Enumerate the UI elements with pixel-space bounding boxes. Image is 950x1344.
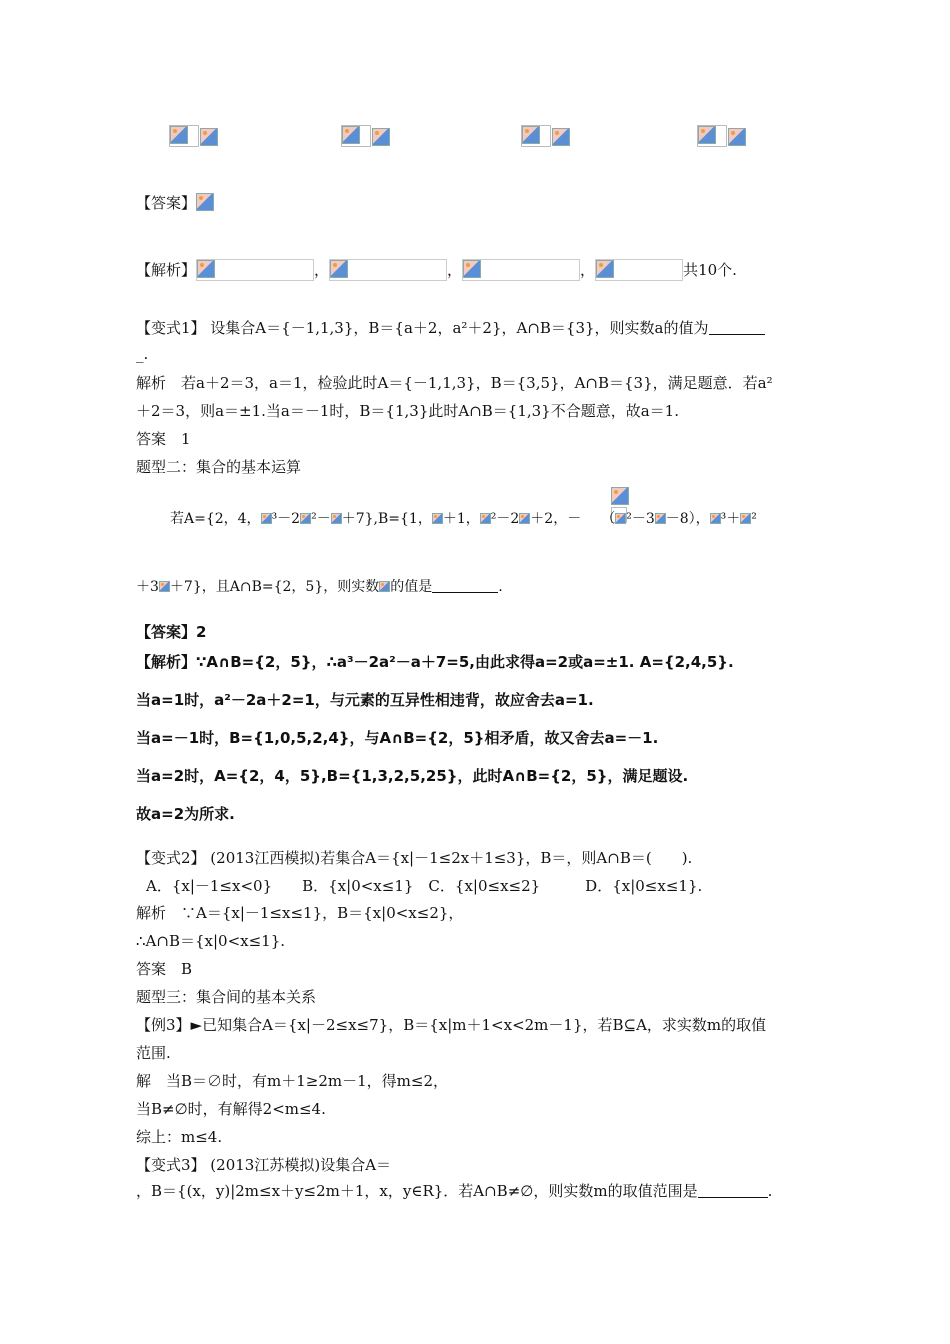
- solution-line: 当a=1时，a²－2a＋2=1，与元素的互异性相违背，故应舍去a=1.: [136, 691, 594, 709]
- image-frame: [521, 125, 551, 147]
- broken-image-icon: [522, 126, 540, 144]
- broken-image-icon: [480, 513, 491, 524]
- broken-image-icon: [331, 513, 342, 524]
- image-frame: [329, 259, 447, 281]
- broken-image-icon: [432, 513, 443, 524]
- example3-question-tail: 范围.: [136, 1044, 171, 1062]
- broken-image-icon: [596, 260, 614, 278]
- variant2-options: A．{x|－1≤x<0} B．{x|0<x≤1} C．{x|0≤x≤2} D．{x|0≤x≤1}.: [146, 877, 703, 895]
- variant3-question-tail: ，B＝{(x，y)|2m≤x＋y≤2m＋1，x，y∈R}．若A∩B≠∅，则实数m的取值范围是 .: [136, 1182, 773, 1200]
- broken-image-icon: [740, 513, 751, 524]
- solution-line: ∴A∩B＝{x|0<x≤1}.: [136, 932, 286, 950]
- option-c-images: [521, 125, 570, 147]
- variant1-question-tail: _.: [136, 345, 149, 363]
- problem-line: 若A={2，4， ³－2 ²－ ＋7},B={1， ＋1， ²－2 ＋2，－ （ ²－3 －8）， ³＋ ²: [170, 511, 757, 527]
- solution-line: 【解析】∵A∩B={2，5}，∴a³－2a²－a＋7=5,由此求得a=2或a=±1. A={2,4,5}.: [136, 653, 734, 671]
- solution-line: 解析 若a＋2＝3，a＝1，检验此时A＝{－1,1,3}，B＝{3,5}，A∩B＝{3}，满足题意．若a²: [136, 374, 773, 392]
- solution-line: 故a=2为所求.: [136, 805, 235, 823]
- broken-image-icon: [342, 126, 360, 144]
- image-frame: [462, 259, 580, 281]
- solution-line: 解析 ∵A＝{x|－1≤x≤1}，B＝{x|0<x≤2}，: [136, 904, 464, 922]
- solution-line: 当a=－1时，B={1,0,5,2,4}，与A∩B={2，5}相矛盾，故又舍去a=－1.: [136, 729, 659, 747]
- broken-image-icon: [159, 581, 170, 592]
- analysis-line: 【解析】 ， ， ， 共10个.: [136, 261, 737, 279]
- option-b-images: [341, 125, 390, 147]
- image-frame: [341, 125, 371, 147]
- broken-image-icon: [519, 513, 530, 524]
- solution-line: 解 当B＝∅时，有m＋1≥2m－1，得m≤2，: [136, 1072, 449, 1090]
- solution-line: 综上：m≤4.: [136, 1128, 223, 1146]
- broken-image-icon: [611, 487, 629, 505]
- variant3-question: 【变式3】 (2013江苏模拟)设集合A＝: [136, 1156, 392, 1174]
- image-frame: [169, 125, 199, 147]
- example3-question: 【例3】►已知集合A＝{x|－2≤x≤7}，B＝{x|m＋1<x<2m－1}，若B⊆A，求实数m的取值: [136, 1016, 767, 1034]
- variant2-question: 【变式2】 (2013江西模拟)若集合A＝{x|－1≤2x＋1≤3}，B＝，则A∩B＝( ).: [136, 849, 693, 867]
- answer-line: 【答案】2: [136, 623, 207, 641]
- answer-line: 答案 1: [136, 430, 191, 448]
- broken-image-icon: [698, 126, 716, 144]
- broken-image-icon: [710, 513, 721, 524]
- broken-image-icon: [552, 128, 570, 146]
- broken-image-icon: [200, 128, 218, 146]
- blank: [709, 320, 765, 335]
- broken-image-icon: [615, 513, 626, 524]
- broken-image-icon: [655, 513, 666, 524]
- broken-image-icon: [261, 513, 272, 524]
- solution-line: ＋2＝3，则a＝±1.当a＝－1时，B＝{1,3}此时A∩B＝{1,3}不合题意，故a＝1.: [136, 402, 679, 420]
- answer-line: 答案 B: [136, 960, 193, 978]
- broken-image-icon: [300, 513, 311, 524]
- option-a-images: [169, 125, 218, 147]
- blank: [432, 578, 498, 593]
- variant1-question: 【变式1】 设集合A＝{－1,1,3}，B＝{a＋2，a²＋2}，A∩B＝{3}，则实数a的值为: [136, 318, 765, 338]
- image-frame: [595, 259, 683, 281]
- broken-image-icon: [463, 260, 481, 278]
- broken-image-icon: [728, 128, 746, 146]
- section-heading: 题型二：集合的基本运算: [136, 458, 302, 476]
- broken-image-icon: [379, 581, 390, 592]
- answer-line: 【答案】: [136, 193, 214, 213]
- broken-image-icon: [196, 193, 214, 211]
- problem-line: ＋3 ＋7}，且A∩B={2，5}，则实数 的值是 .: [136, 579, 503, 595]
- image-frame: [697, 125, 727, 147]
- section-heading: 题型三：集合间的基本关系: [136, 988, 317, 1006]
- option-d-images: [697, 125, 746, 147]
- broken-image-icon: [197, 260, 215, 278]
- broken-image-icon: [170, 126, 188, 144]
- broken-image-icon: [330, 260, 348, 278]
- solution-line: 当B≠∅时，有解得2<m≤4.: [136, 1100, 326, 1118]
- broken-image-icon: [372, 128, 390, 146]
- solution-line: 当a=2时，A={2，4，5},B={1,3,2,5,25}，此时A∩B={2，5}，满足题设.: [136, 767, 689, 785]
- blank: [698, 1183, 768, 1198]
- image-frame: [196, 259, 314, 281]
